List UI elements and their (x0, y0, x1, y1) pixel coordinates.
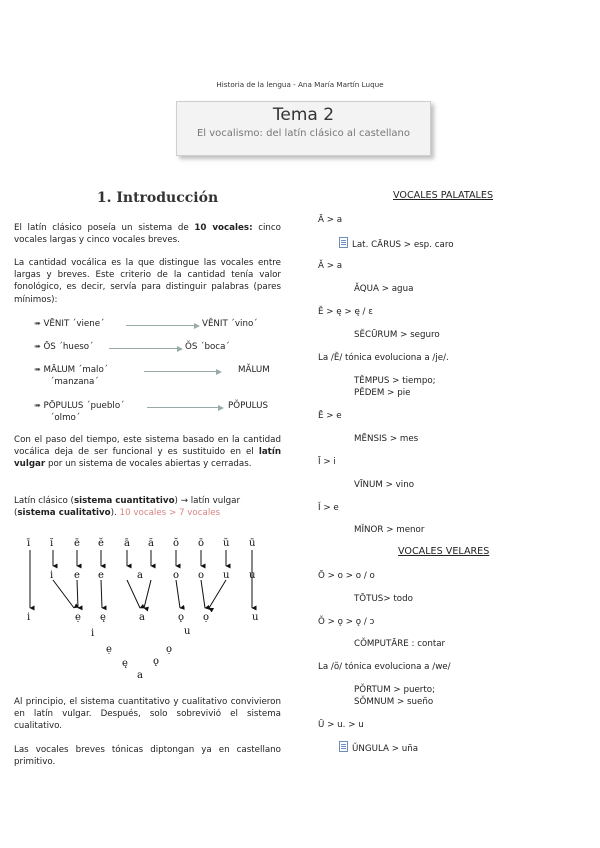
section-heading (0, 190, 315, 206)
rule-a-long: Ā > a (318, 215, 343, 225)
text-span: El latín clásico poseía un sistema de (14, 223, 195, 233)
example-puerto: PŎRTUM > puerto; (354, 685, 436, 695)
example-seguro: SĔCŪRUM > seguro (354, 330, 440, 340)
pair-left: ŌS ´hueso´ (43, 342, 94, 352)
rule-u-long: Ū > u. > u (318, 720, 364, 730)
arrow-line (147, 407, 220, 408)
text-span: ). (110, 508, 117, 519)
example-todo: TŌTUS> todo (354, 594, 413, 604)
rule-i-short: Ĭ > e (318, 503, 339, 513)
text-span: Latín clásico ( (14, 496, 74, 506)
pair-left-gloss: ´olmo´ (50, 413, 81, 423)
example-sueno: SŎMNUM > sueño (354, 697, 434, 707)
text-span: cinco vocales largas y cinco vocales breves. (14, 223, 282, 246)
paragraph-intro (14, 222, 281, 246)
paragraph-diptongan: Las vocales breves tónicas diptongan ya en castellano primitivo. (14, 745, 281, 768)
document-header: Historia de la lengua - Ana María Martín Luque (216, 80, 384, 89)
pair-right: PŎPULUS (228, 401, 268, 411)
heading-vocales-velares: VOCALES VELARES (398, 546, 490, 557)
mid-vowel-7: u (223, 570, 230, 581)
rule-o-diphthong: La /ŏ/ tónica evoluciona a /we/ (318, 662, 451, 672)
minimal-pair-4 (34, 400, 282, 423)
vulgar-vowel-2: ẹ (75, 612, 81, 623)
example-mes: MĒNSIS > mes (354, 434, 419, 444)
example-tiempo: TĔMPUS > tiempo; (354, 376, 436, 386)
example-text: Lat. CĀRUS > esp. caro (352, 240, 454, 250)
arrow-head-icon (194, 323, 200, 329)
triangle-vowel-e-open: ę (122, 658, 128, 669)
arrow-head-icon (177, 346, 183, 352)
latin-vowel-10: ū (249, 538, 256, 549)
vowel-evolution-diagram (16, 536, 282, 686)
paragraph-sistemas (14, 495, 281, 519)
minimal-pair-1 (34, 318, 282, 330)
pair-right: VĔNIT ´vino´ (202, 319, 258, 329)
bullet-arrow-icon: ➠ (34, 342, 41, 351)
pair-left: VĒNIT ´viene´ (43, 319, 105, 329)
example-agua: ĂQUA > agua (354, 284, 414, 294)
latin-vowel-5: ā (124, 538, 130, 549)
triangle-vowel-o-closed: ọ (166, 644, 173, 655)
example-una (339, 741, 418, 755)
text-bold: sistema cualitativo (17, 508, 111, 519)
triangle-vowel-u: u (184, 626, 191, 637)
pair-right: MĂLUM (238, 365, 270, 375)
text-span: Con el paso del tiempo, este sistema basado en la cantidad vocálica deja de ser funcional y es sustituido en el (14, 435, 281, 458)
arrow-line (126, 325, 196, 326)
arrow-line (109, 348, 179, 349)
triangle-vowel-e-closed: ẹ (106, 644, 112, 655)
latin-vowel-1: ī (27, 538, 31, 549)
mid-vowel-8: u (249, 570, 256, 581)
vulgar-vowel-7: u (252, 612, 259, 623)
triangle-vowel-i: i (91, 628, 95, 639)
arrow-head-icon (216, 369, 222, 375)
text-bold: latín vulgar (14, 447, 281, 470)
pair-left: PŌPULUS ´pueblo´ (43, 401, 125, 411)
triangle-vowel-o-open: ǫ (153, 656, 160, 667)
vulgar-vowel-1: i (27, 612, 31, 623)
bullet-arrow-icon: ➠ (34, 401, 41, 410)
text-span: ) → latín vulgar ( (14, 496, 241, 519)
pair-right: ŎS ´boca´ (185, 342, 230, 352)
rule-e-long: Ē > e (318, 411, 342, 421)
paragraph-paso-tiempo (14, 434, 281, 471)
example-menor: MĬNOR > menor (354, 525, 425, 535)
minimal-pair-3 (34, 364, 282, 387)
rule-e-short: Ĕ > ę > ę / ɛ (318, 307, 373, 317)
document-icon (339, 741, 348, 752)
example-vino: VĪNUM > vino (354, 480, 415, 490)
text-span: por un sistema de vocales abiertas y cerradas. (45, 459, 252, 470)
pair-left-gloss: ´manzana´ (50, 377, 99, 387)
text-pink: 10 vocales > 7 vocales (116, 508, 221, 519)
bullet-arrow-icon: ➠ (34, 365, 41, 374)
mid-vowel-1: i (50, 570, 54, 581)
vulgar-vowel-6: ọ (203, 612, 210, 623)
example-contar: CŎMPUTĀRE : contar (354, 639, 446, 649)
page-subtitle: El vocalismo: del latín clásico al castellano (196, 128, 410, 139)
rule-i-long: Ī > i (318, 457, 336, 467)
rule-o-long: Ō > o > o / o (318, 571, 375, 581)
latin-vowel-3: ē (74, 538, 80, 549)
pair-left: MĀLUM ´malo´ (43, 365, 109, 375)
mid-vowel-6: o (198, 570, 205, 581)
paragraph-cantidad: La cantidad vocálica es la que distingue las vocales entre largas y breves. Este criterio de la cantidad tenía valor fonológico, es decir, servía para distinguir palabras (pares mínimos): (14, 258, 281, 305)
heading-vocales-palatales: VOCALES PALATALES (393, 190, 494, 201)
example-caro (339, 237, 454, 251)
mid-vowel-3: e (98, 570, 104, 581)
example-pie: PĔDEM > pie (354, 388, 411, 398)
triangle-vowel-a: a (137, 670, 143, 681)
arrow-head-icon (218, 405, 224, 411)
text-bold: 10 vocales: (194, 223, 253, 233)
rule-o-short: Ŏ > ǫ > ǫ / ɔ (318, 617, 375, 627)
latin-vowel-4: ĕ (98, 538, 104, 549)
latin-vowel-8: ō (198, 538, 205, 549)
arrow-line (144, 371, 218, 372)
vulgar-vowel-4: a (139, 612, 145, 623)
latin-vowel-2: ĭ (50, 538, 54, 549)
document-icon (339, 237, 348, 248)
title-box (176, 101, 431, 156)
rule-e-diphthong: La /Ĕ/ tónica evoluciona a /je/. (318, 353, 449, 363)
example-text: ŬNGULA > uña (352, 744, 419, 754)
text-bold: sistema cuantitativo (73, 496, 175, 506)
bullet-arrow-icon: ➠ (34, 319, 41, 328)
mid-vowel-2: e (74, 570, 80, 581)
page-title: Tema 2 (272, 105, 335, 125)
vulgar-vowel-5: ǫ (178, 612, 185, 623)
minimal-pair-2 (34, 341, 282, 353)
rule-a-short: Ă > a (318, 261, 343, 271)
latin-vowel-7: ŏ (173, 538, 180, 549)
section-number: 1. (96, 190, 112, 206)
latin-vowel-9: ŭ (223, 538, 230, 549)
paragraph-convivencia: Al principio, el sistema cuantitativo y cualitativo convivieron en latín vulgar. Después, solo sobrevivió el sistema cualitativo. (14, 697, 281, 732)
mid-vowel-4: a (137, 570, 143, 581)
mid-vowel-5: o (173, 570, 180, 581)
latin-vowel-6: ă (148, 538, 154, 549)
section-title: Introducción (116, 190, 219, 206)
vulgar-vowel-3: ę (100, 612, 106, 623)
